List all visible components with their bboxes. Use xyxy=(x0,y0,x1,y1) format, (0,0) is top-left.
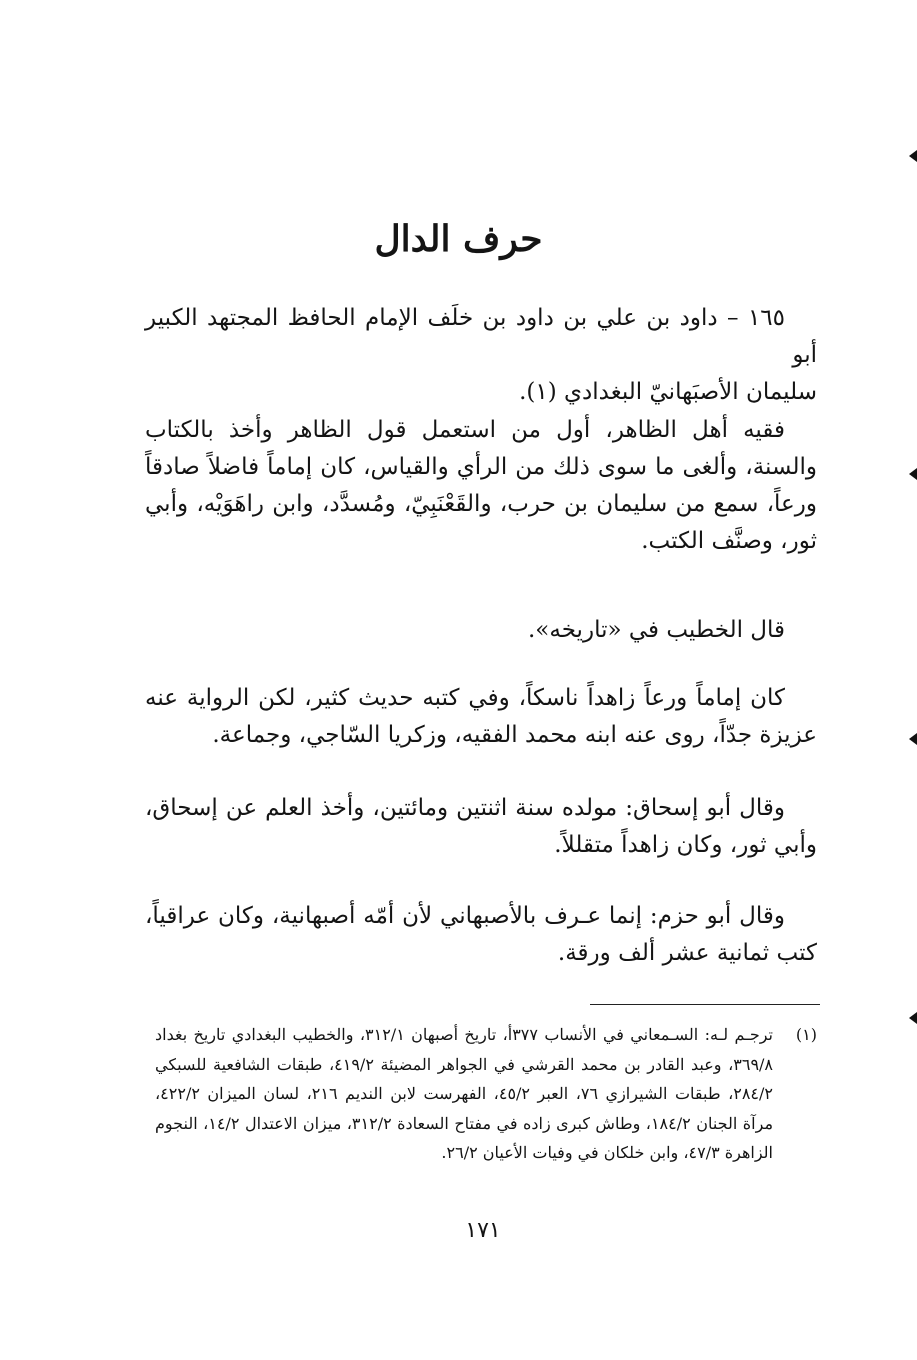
paragraph-abu-hazm: وقال أبو حزم: إنما عـرف بالأصبهاني لأن أمّه أصبهانية، وكان عراقياً، كتب ثمانية عشر ألف ورقة. xyxy=(145,903,817,966)
paragraph-khatib-description: كان إماماً ورعاً زاهداً ناسكاً، وفي كتبه حديث كثير، لكن الرواية عنه عزيزة جدّاً، روى عنه ابنه محمد الفقيه، وزكريا السّاجي، وجماعة. xyxy=(145,685,817,748)
footnote-separator xyxy=(590,1004,820,1005)
footnote-text: ترجـم لـه: السـمعاني في الأنساب ٣٧٧أ، تاريخ أصبهان ٣١٢/١، والخطيب البغدادي تاريخ بغداد ٣٦٩/٨، وعبد القادر بن محمد القرشي في الجواهر المضيئة ٤١٩/٢، طبقات الشافعية للسبكي ٢٨٤/٢، طبقات الشيرازي ٧٦، العبر ٤٥/٢، الفهرست لابن النديم ٢١٦، لسان الميزان ٤٢٢/٢، مرآة الجنان ١٨٤/٢، وطاش كبرى زاده في مفتاح السعادة ٣١٢/٢، ميزان الاعتدال ١٤/٢، النجوم الزاهرة ٤٧/٣، وابن خلكان في وفيات الأعيان ٢٦/٢. xyxy=(155,1025,774,1162)
paragraph-khatib-quote: قال الخطيب في «تاريخه». xyxy=(528,617,785,643)
scan-edge-mark xyxy=(909,150,917,162)
footnote-marker: (١) xyxy=(795,1025,817,1044)
paragraph-abu-ishaq: وقال أبو إسحاق: مولده سنة اثنتين ومائتين، وأخذ العلم عن إسحاق، وأبي ثور، وكان زاهداً متقللاً. xyxy=(145,795,817,858)
entry-line-2: سليمان الأصبَهانيّ البغدادي (١). xyxy=(519,379,817,405)
entry-header xyxy=(145,300,817,411)
scan-edge-mark xyxy=(909,1012,917,1024)
footnote xyxy=(155,1020,817,1168)
scan-edge-mark xyxy=(909,468,917,480)
scan-edge-mark xyxy=(909,733,917,745)
chapter-heading: حرف الدال xyxy=(374,218,543,260)
paragraph-biography: فقيه أهل الظاهر، أول من استعمل قول الظاهر وأخذ بالكتاب والسنة، وألغى ما سوى ذلك من الرأي والقياس، كان إماماً فاضلاً صادقاً ورعاً، سمع من سليمان بن حرب، والقَعْنَبِيّ، ومُسدَّد، وابن راهَوَيْه، وأبي ثور، وصنَّف الكتب. xyxy=(145,417,817,554)
entry-line-1: ١٦٥ – داود بن علي بن داود بن خلَف الإمام الحافظ المجتهد الكبير أبو xyxy=(145,305,817,368)
page-number: ١٧١ xyxy=(465,1218,501,1243)
